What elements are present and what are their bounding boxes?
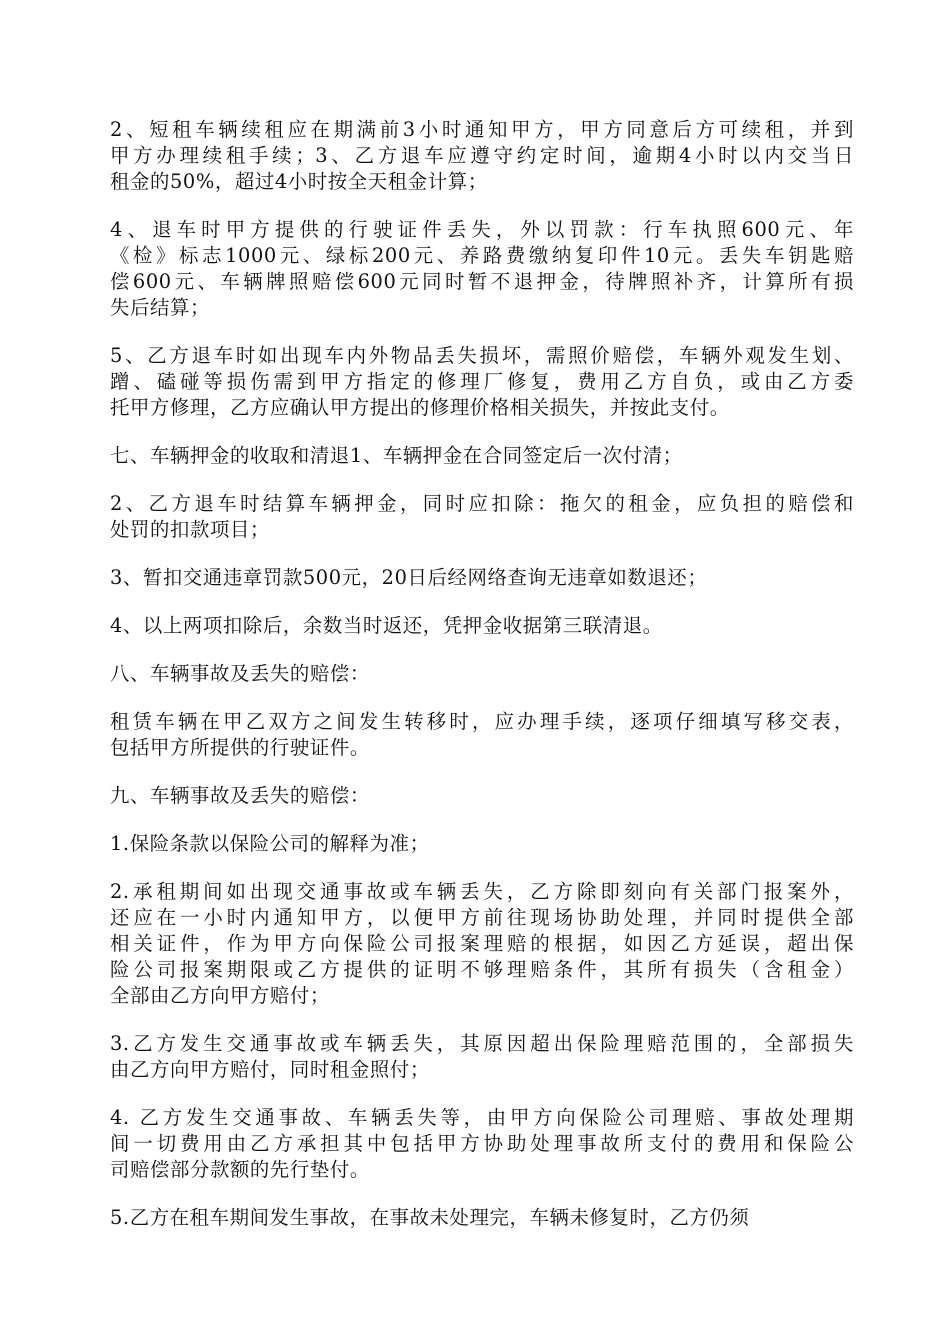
paragraph-line: 托甲方修理，乙方应确认甲方提出的修理价格相关损失，并按此支付。 [110,396,730,419]
paragraph-line: 2.承租期间如出现交通事故或车辆丢失，乙方除即刻向有关部门报案外， [110,880,854,903]
paragraph [110,565,854,591]
paragraph [110,661,854,687]
paragraph-line: 甲方办理续租手续；3、乙方退车应遵守约定时间，逾期4小时以内交当日 [110,144,854,167]
paragraph-line: 全部由乙方向甲方赔付； [110,984,330,1007]
paragraph [110,783,854,809]
paragraph-line: 2、乙方退车时结算车辆押金，同时应扣除：拖欠的租金，应负担的赔偿和 [110,492,854,515]
paragraph-line: 4. 乙方发生交通事故、车辆丢失等，由甲方向保险公司理赔、事故处理期 [110,1106,854,1129]
paragraph-line: 2、短租车辆续租应在期满前3小时通知甲方，甲方同意后方可续租，并到 [110,118,854,141]
paragraph-line: 3.乙方发生交通事故或车辆丢失，其原因超出保险理赔范围的，全部损失 [110,1032,854,1055]
paragraph [110,1105,854,1183]
paragraph-line: 包括甲方所提供的行驶证件。 [110,736,370,759]
paragraph [110,117,854,195]
paragraph-line: 九、车辆事故及丢失的赔偿： [110,784,370,807]
paragraph-line: 蹭、磕碰等损伤需到甲方指定的修理厂修复，费用乙方自负，或由乙方委 [110,370,854,393]
paragraph-line: 七、车辆押金的收取和清退1、车辆押金在合同签定后一次付清； [110,444,683,467]
paragraph [110,1205,854,1231]
paragraph-line: 相关证件，作为甲方向保险公司报案理赔的根据，如因乙方延误，超出保 [110,932,854,955]
paragraph-line: 4、退车时甲方提供的行驶证件丢失，外以罚款：行车执照600元、年 [110,218,854,241]
paragraph [110,1031,854,1083]
paragraph-line: 1.保险条款以保险公司的解释为准； [110,832,430,855]
paragraph [110,491,854,543]
paragraph-line: 租金的50%，超过4小时按全天租金计算； [110,170,488,193]
paragraph-line: 八、车辆事故及丢失的赔偿： [110,662,370,685]
paragraph-line: 偿600元、车辆牌照赔偿600元同时暂不退押金，待牌照补齐，计算所有损 [110,270,854,293]
paragraph [110,343,854,421]
paragraph-line: 《检》标志1000元、绿标200元、养路费缴纳复印件10元。丢失车钥匙赔 [110,244,854,267]
paragraph-line: 3、暂扣交通违章罚款500元，20日后经网络查询无违章如数退还； [110,566,708,589]
paragraph [110,613,854,639]
paragraph-line: 间一切费用由乙方承担其中包括甲方协助处理事故所支付的费用和保险公 [110,1132,854,1155]
document-body [110,117,854,1231]
paragraph [110,879,854,1009]
paragraph-line: 租赁车辆在甲乙双方之间发生转移时，应办理手续，逐项仔细填写移交表， [110,710,854,733]
paragraph-line: 由乙方向甲方赔付，同时租金照付； [110,1058,430,1081]
paragraph [110,217,854,321]
paragraph-line: 司赔偿部分款额的先行垫付。 [110,1158,370,1181]
paragraph-line: 4、以上两项扣除后，余数当时返还，凭押金收据第三联清退。 [110,614,663,637]
paragraph-line: 5.乙方在租车期间发生事故，在事故未处理完，车辆未修复时，乙方仍须 [110,1206,750,1229]
paragraph-line: 还应在一小时内通知甲方，以便甲方前往现场协助处理，并同时提供全部 [110,906,854,929]
paragraph-line: 险公司报案期限或乙方提供的证明不够理赔条件，其所有损失（含租金） [110,958,854,981]
paragraph [110,831,854,857]
paragraph-line: 失后结算； [110,296,210,319]
paragraph [110,709,854,761]
paragraph [110,443,854,469]
paragraph-line: 处罚的扣款项目； [110,518,270,541]
paragraph-line: 5、乙方退车时如出现车内外物品丢失损坏，需照价赔偿，车辆外观发生划、 [110,344,854,367]
